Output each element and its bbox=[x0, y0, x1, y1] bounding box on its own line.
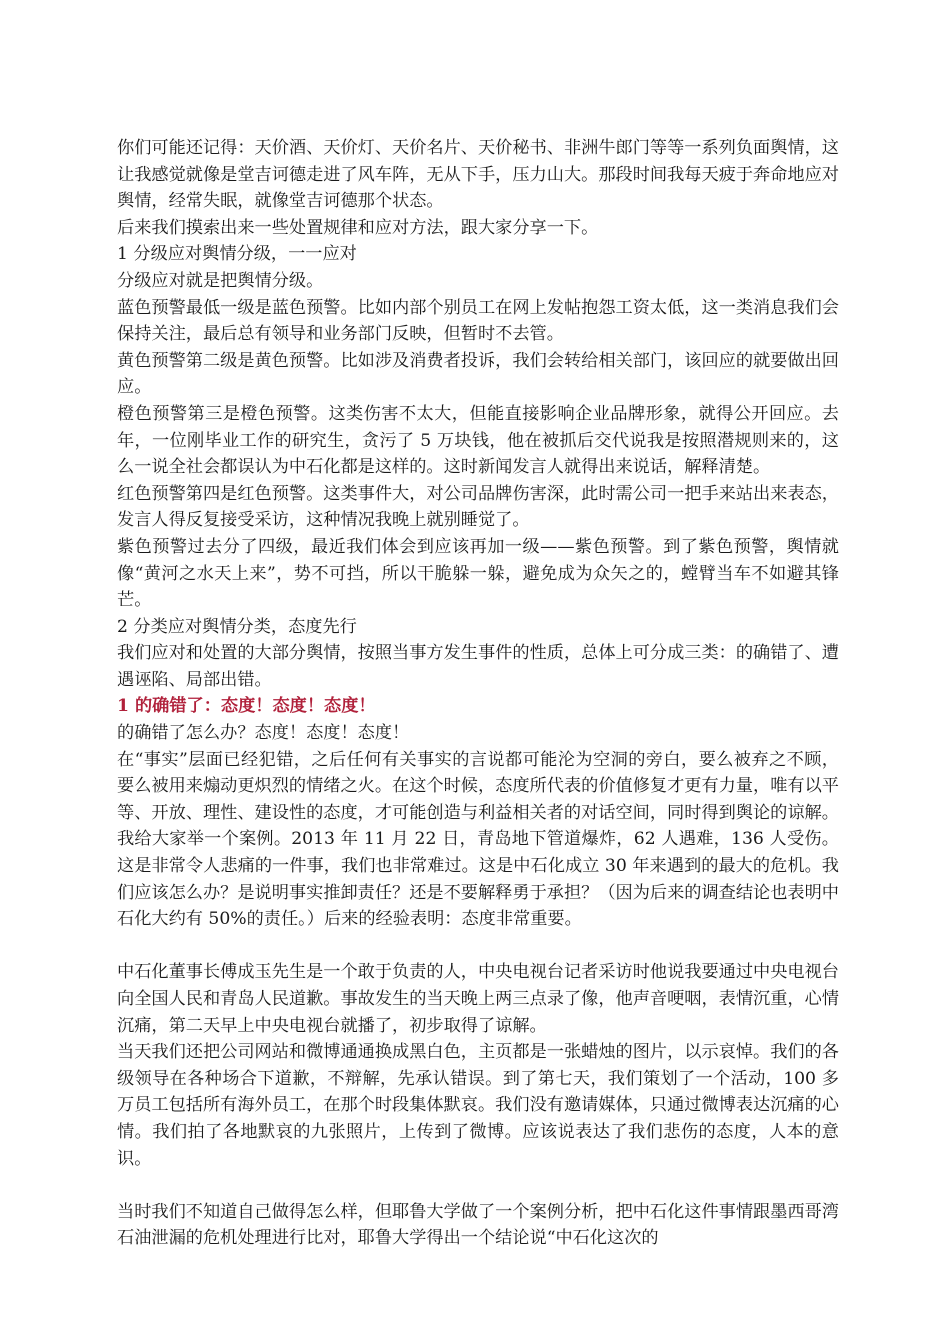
paragraph-fact-layer: 在“事实”层面已经犯错，之后任何有关事实的言说都可能沦为空洞的旁白，要么被弃之不顾，要么被用来煽动更炽烈的情绪之火。在这个时候，态度所代表的价值修复才更有力量，唯有以平等、开放、理性、建设性的态度，才可能创造与利益相关者的对话空间，同时得到舆论的谅解。 bbox=[117, 749, 839, 823]
paragraph-chairman: 中石化董事长傅成玉先生是一个敢于负责的人，中央电视台记者采访时他说我要通过中央电视台向全国人民和青岛人民道歉。事故发生的当天晚上两三点录了像，他声音哽咽，表情沉重，心情沉痛，第二天早上中央电视台就播了，初步取得了谅解。 bbox=[117, 962, 839, 1036]
paragraph-intro: 你们可能还记得：天价酒、天价灯、天价名片、天价秘书、非洲牛郎门等等一系列负面舆情，这让我感觉就像是堂吉诃德走进了风车阵，无从下手，压力山大。那段时间我每天疲于奔命地应对舆情，经常失眠，就像堂吉诃德那个状态。 bbox=[117, 138, 839, 212]
paragraph-blue-alert: 蓝色预警最低一级是蓝色预警。比如内部个别员工在网上发帖抱怨工资太低，这一类消息我们会保持关注，最后总有领导和业务部门反映，但暂时不去管。 bbox=[117, 297, 839, 345]
paragraph-yellow-alert: 黄色预警第二级是黄色预警。比如涉及消费者投诉，我们会转给相关部门，该回应的就要做出回应。 bbox=[117, 350, 839, 398]
paragraph-mourning: 当天我们还把公司网站和微博通通换成黑白色，主页都是一张蜡烛的图片，以示哀悼。我们的各级领导在各种场合下道歉，不辩解，先承认错误。到了第七天，我们策划了一个活动，100 多万员工包括所有海外员工，在那个时段集体默哀。我们没有邀请媒体，只通过微博表达沉痛的心情。我们拍了各地默哀的九张照片，上传到了微博。应该说表达了我们悲伤的态度，人本的意识。 bbox=[117, 1042, 839, 1169]
paragraph-grading-def: 分级应对就是把舆情分级。 bbox=[117, 270, 324, 291]
section-heading-classify: 2 分类应对舆情分类，态度先行 bbox=[117, 616, 357, 637]
subheading-attitude: 1 的确错了：态度！态度！态度！ bbox=[117, 696, 376, 717]
paragraph-share: 后来我们摸索出来一些处置规律和应对方法，跟大家分享一下。 bbox=[117, 217, 599, 238]
paragraph-yale: 当时我们不知道自己做得怎么样，但耶鲁大学做了一个案例分析，把中石化这件事情跟墨西哥湾石油泄漏的危机处理进行比对，耶鲁大学得出一个结论说“中石化这次的 bbox=[117, 1201, 839, 1249]
blank-line bbox=[117, 933, 839, 960]
paragraph-qingdao-case: 我给大家举一个案例。2013 年 11 月 22 日，青岛地下管道爆炸，62 人遇难，136 人受伤。这是非常令人悲痛的一件事，我们也非常难过。这是中石化成立 30 年来遇到的最大的危机。我们应该怎么办？是说明事实推卸责任？还是不要解释勇于承担？（因为后来的调查结论也表明中石化大约有 50%的责任。）后来的经验表明：态度非常重要。 bbox=[117, 829, 839, 930]
article-body bbox=[117, 135, 839, 1252]
paragraph-classify-def: 我们应对和处置的大部分舆情，按照当事方发生事件的性质，总体上可分成三类：的确错了、遭遇诬陷、局部出错。 bbox=[117, 643, 839, 690]
paragraph-attitude-question: 的确错了怎么办？态度！态度！态度！ bbox=[117, 723, 410, 744]
paragraph-orange-alert: 橙色预警第三是橙色预警。这类伤害不太大，但能直接影响企业品牌形象，就得公开回应。去年，一位刚毕业工作的研究生，贪污了 5 万块钱，他在被抓后交代说我是按照潜规则来的，这么一说全社会都误认为中石化都是这样的。这时新闻发言人就得出来说话，解释清楚。 bbox=[117, 403, 839, 478]
paragraph-purple-alert: 紫色预警过去分了四级，最近我们体会到应该再加一级——紫色预警。到了紫色预警，舆情就像“黄河之水天上来”，势不可挡，所以干脆躲一躲，避免成为众矢之的，螳臂当车不如避其锋芒。 bbox=[117, 536, 839, 611]
paragraph-red-alert: 红色预警第四是红色预警。这类事件大，对公司品牌伤害深，此时需公司一把手来站出来表态，发言人得反复接受采访，这种情况我晚上就别睡觉了。 bbox=[117, 483, 839, 531]
blank-line bbox=[117, 1172, 839, 1199]
section-heading-grading: 1 分级应对舆情分级，一一应对 bbox=[117, 244, 357, 265]
